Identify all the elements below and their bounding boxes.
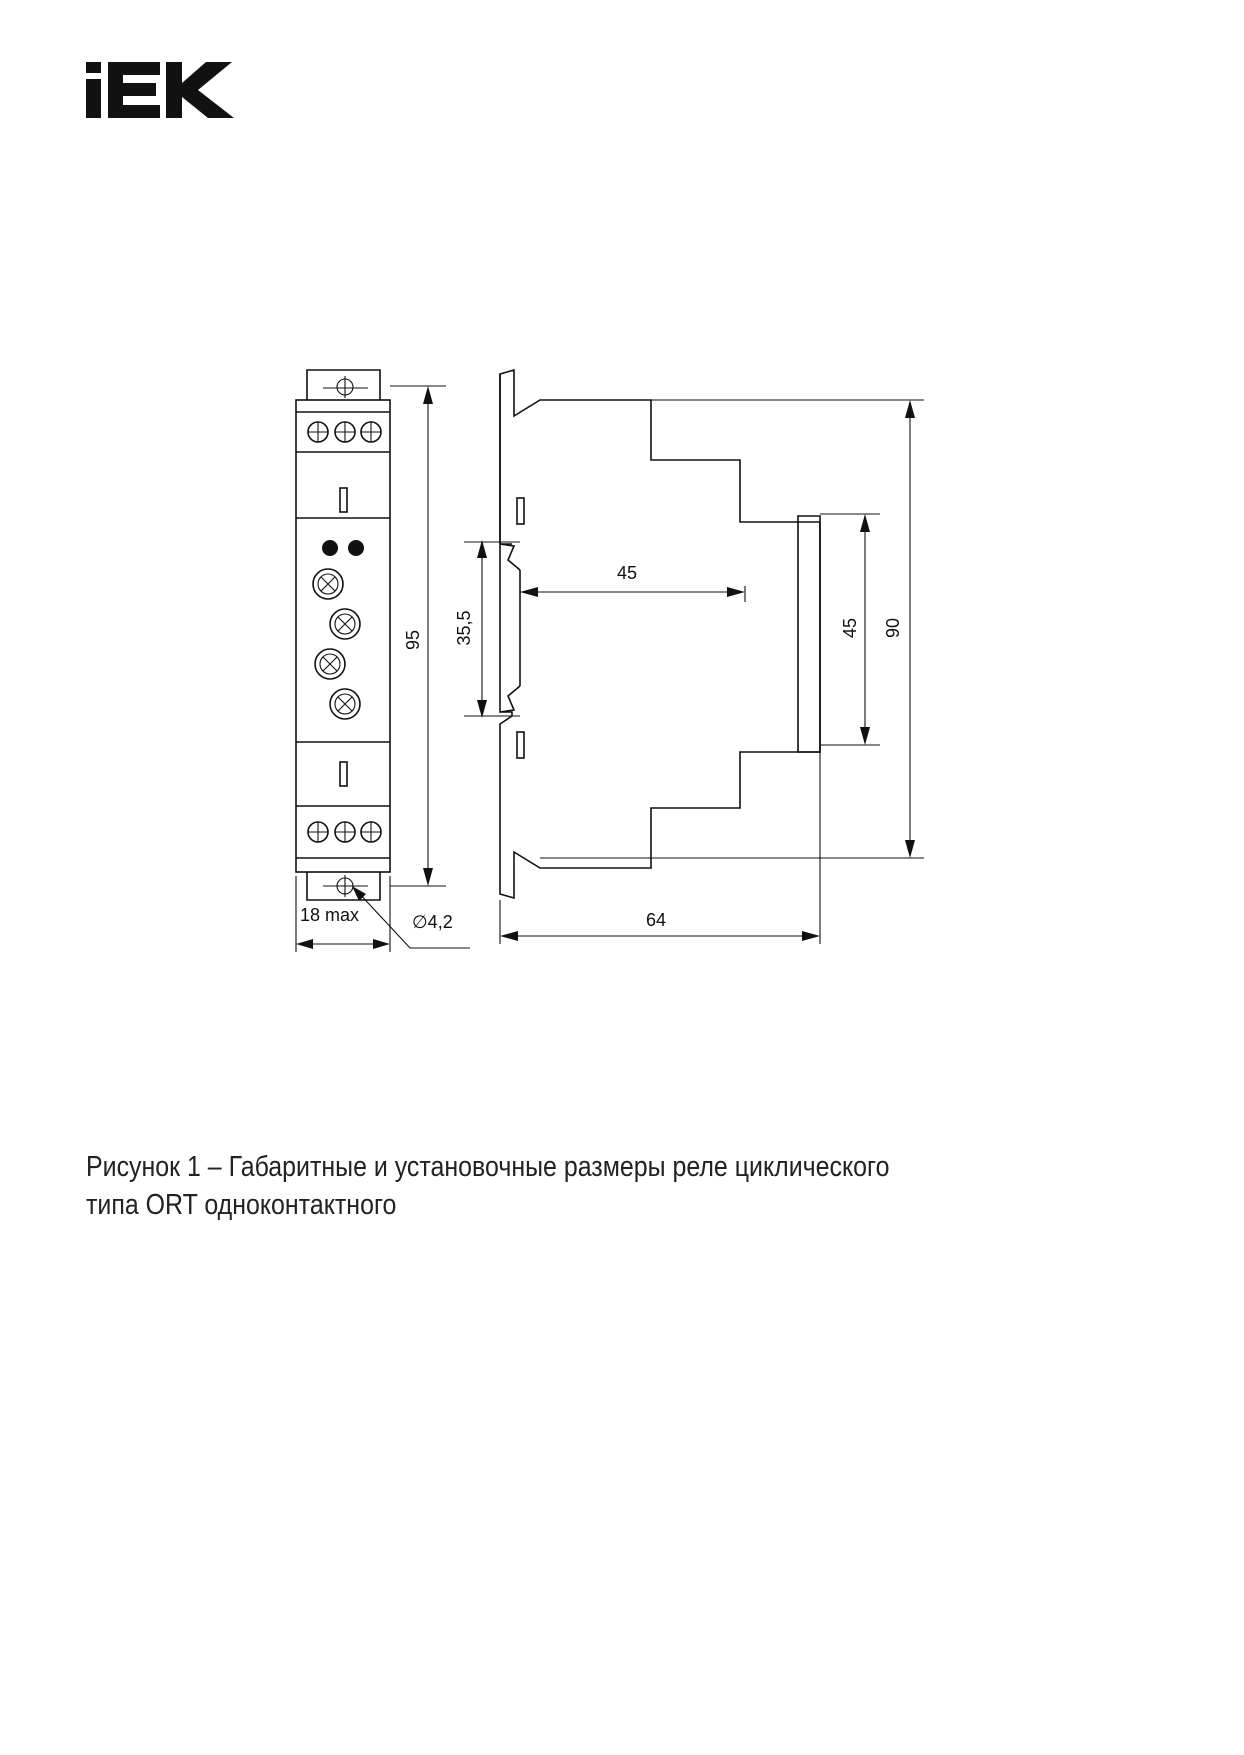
dim-total-depth: 64 <box>645 910 667 930</box>
front-view <box>296 370 390 900</box>
dim-rail-width: 35,5 <box>454 610 474 646</box>
bottom-terminal-screws <box>308 822 381 842</box>
side-dimensions <box>464 400 924 944</box>
dim-face-height: 45 <box>840 617 860 639</box>
led-indicator <box>322 540 338 556</box>
caption-line-1: Рисунок 1 – Габаритные и установочные размеры реле циклического <box>86 1151 890 1183</box>
led-indicator <box>348 540 364 556</box>
figure-caption <box>86 1148 946 1224</box>
dim-front-height: 95 <box>403 629 423 651</box>
dim-depth-to-face: 45 <box>616 563 638 583</box>
caption-line-2: типа ORT одноконтактного <box>86 1189 397 1221</box>
side-view <box>500 370 820 898</box>
top-terminal-screws <box>308 422 381 442</box>
front-dimensions <box>296 386 470 952</box>
dim-front-width: 18 max <box>300 905 360 925</box>
dim-side-height: 90 <box>883 617 903 639</box>
adjustment-knobs <box>313 569 360 719</box>
dim-hole-diameter: ∅4,2 <box>412 912 453 932</box>
